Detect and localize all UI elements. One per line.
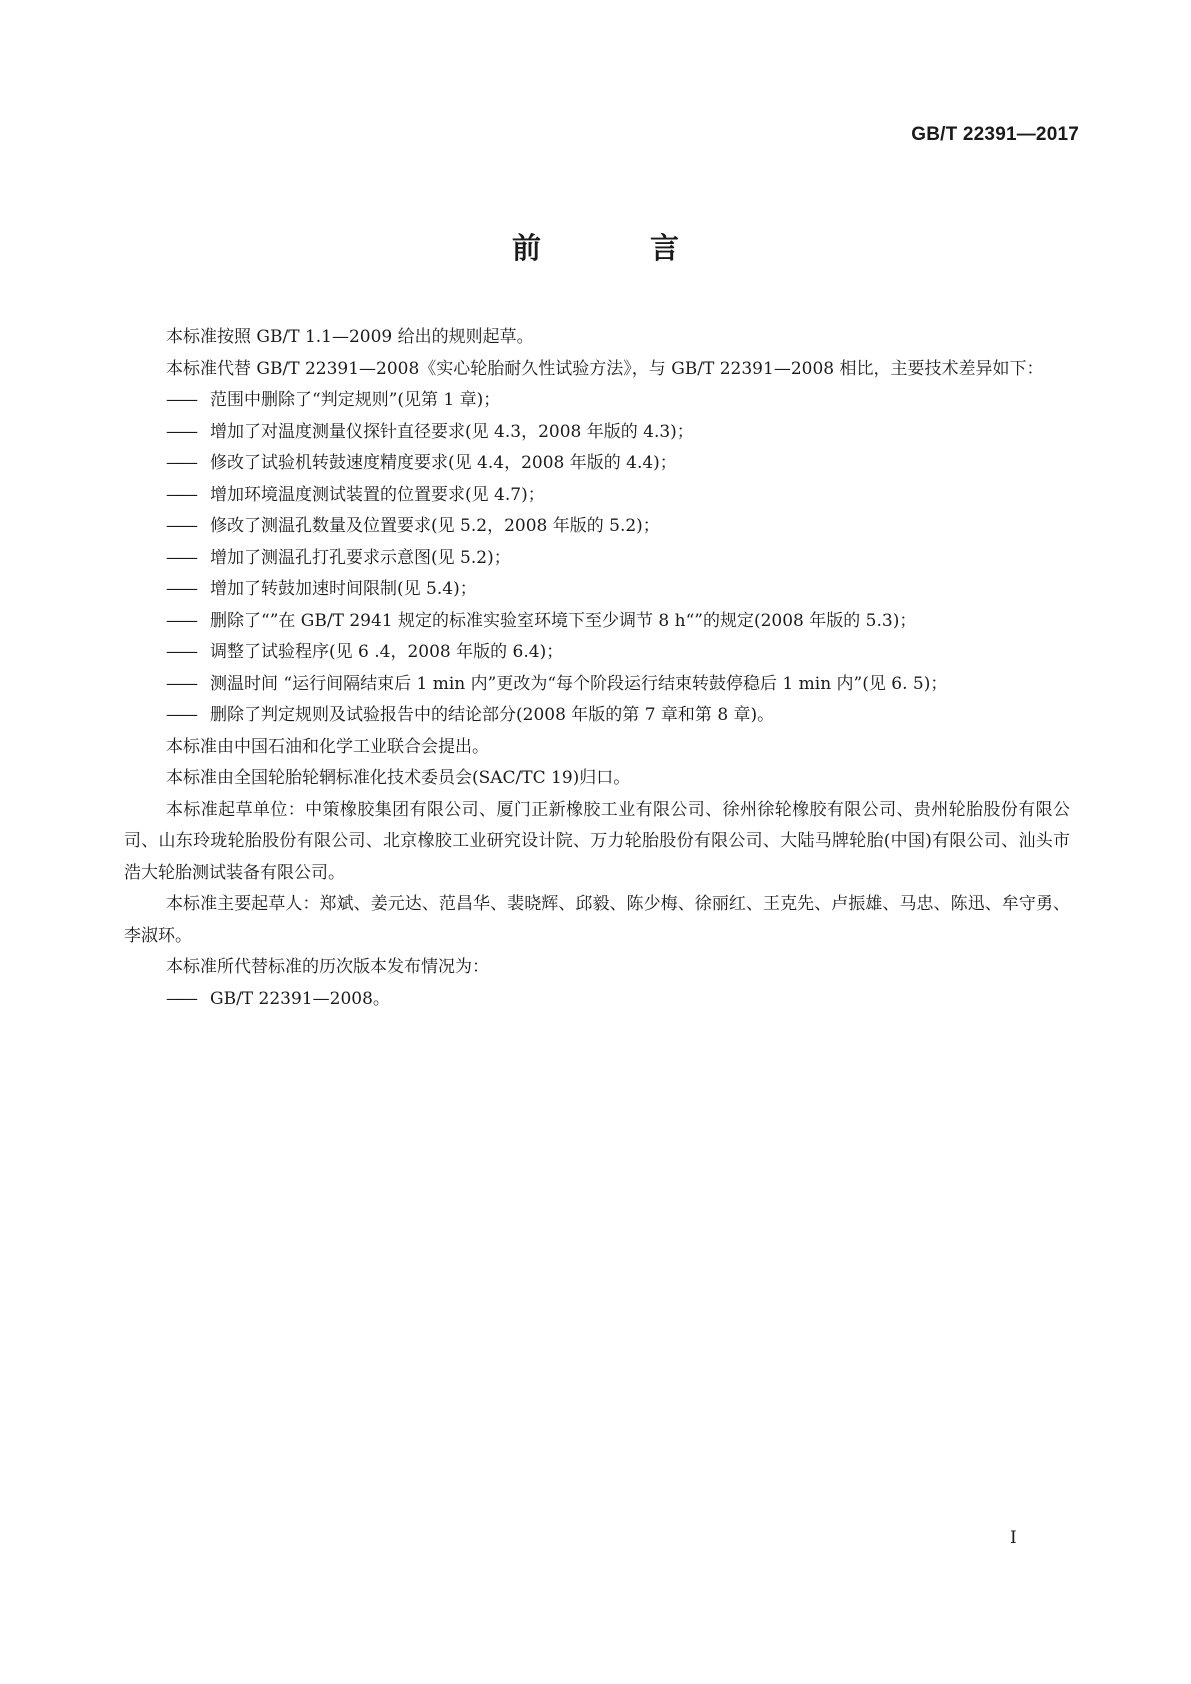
dash-marker: —— bbox=[166, 705, 196, 725]
foreword-body bbox=[124, 322, 1070, 1015]
list-item bbox=[124, 669, 1070, 701]
list-item bbox=[124, 385, 1070, 417]
list-item bbox=[124, 637, 1070, 669]
dash-marker: —— bbox=[166, 390, 196, 410]
paragraph-history-intro: 本标准所代替标准的历次版本发布情况为： bbox=[166, 957, 489, 977]
paragraph-proposer: 本标准由中国石油和化学工业联合会提出。 bbox=[166, 736, 489, 757]
dash-marker: —— bbox=[166, 516, 196, 536]
dash-marker: —— bbox=[166, 988, 196, 1009]
dash-marker: —— bbox=[166, 484, 196, 505]
dash-marker: —— bbox=[166, 610, 196, 631]
dash-marker: —— bbox=[166, 642, 196, 662]
list-item bbox=[124, 480, 1070, 512]
paragraph-committee: 本标准由全国轮胎轮辋标准化技术委员会(SAC/TC 19)归口。 bbox=[166, 768, 631, 788]
list-item-text: GB/T 22391—2008。 bbox=[210, 988, 390, 1009]
dash-marker: —— bbox=[166, 547, 196, 568]
dash-marker: —— bbox=[166, 673, 196, 694]
dash-marker: —— bbox=[166, 579, 196, 599]
list-item-text: 增加了测温孔打孔要求示意图(见 5.2)； bbox=[210, 547, 511, 568]
list-item bbox=[124, 606, 1070, 638]
list-item-text: 删除了判定规则及试验报告中的结论部分(2008 年版的第 7 章和第 8 章)。 bbox=[210, 705, 775, 725]
paragraph-drafting-rules: 本标准按照 GB/T 1.1—2009 给出的规则起草。 bbox=[166, 327, 534, 347]
list-item-text: 删除了“”在 GB/T 2941 规定的标准实验室环境下至少调节 8 h“”的规定(2008 年版的 5.3)； bbox=[210, 610, 917, 631]
list-item bbox=[124, 574, 1070, 606]
paragraph-drafting-units: 本标准起草单位：中策橡胶集团有限公司、厦门正新橡胶工业有限公司、徐州徐轮橡胶有限公司、贵州轮胎股份有限公司、山东玲珑轮胎股份有限公司、北京橡胶工业研究设计院、万力轮胎股份有限公司、大陆马牌轮胎(中国)有限公司、汕头市浩大轮胎测试装备有限公司。 bbox=[124, 799, 1070, 883]
changes-list bbox=[124, 385, 1070, 732]
list-item bbox=[124, 417, 1070, 449]
list-item bbox=[124, 448, 1070, 480]
list-item-text: 增加了对温度测量仪探针直径要求(见 4.3，2008 年版的 4.3)； bbox=[210, 421, 694, 442]
page-title: 前 言 bbox=[511, 231, 719, 265]
list-item-text: 增加环境温度测试装置的位置要求(见 4.7)； bbox=[210, 484, 545, 505]
history-list bbox=[124, 984, 1070, 1016]
list-item bbox=[124, 543, 1070, 575]
list-item-text: 修改了试验机转鼓速度精度要求(见 4.4，2008 年版的 4.4)； bbox=[210, 453, 677, 473]
list-item-text: 增加了转鼓加速时间限制(见 5.4)； bbox=[210, 579, 477, 599]
dash-marker: —— bbox=[166, 421, 196, 442]
list-item bbox=[124, 511, 1070, 543]
list-item bbox=[124, 700, 1070, 732]
list-item-text: 测温时间 “运行间隔结束后 1 min 内”更改为“每个阶段运行结束转鼓停稳后 1 min 内”(见 6. 5)； bbox=[210, 673, 948, 694]
standard-code: GB/T 22391—2017 bbox=[911, 124, 1079, 145]
list-item-text: 范围中删除了“判定规则”(见第 1 章)； bbox=[210, 390, 501, 410]
list-item-text: 调整了试验程序(见 6 .4，2008 年版的 6.4)； bbox=[210, 642, 564, 662]
list-item bbox=[124, 984, 1070, 1016]
list-item-text: 修改了测温孔数量及位置要求(见 5.2，2008 年版的 5.2)； bbox=[210, 516, 660, 536]
dash-marker: —— bbox=[166, 453, 196, 473]
page-number: I bbox=[1010, 1528, 1017, 1548]
paragraph-drafters: 本标准主要起草人：郑斌、姜元达、范昌华、裴晓辉、邱毅、陈少梅、徐丽红、王克先、卢振雄、马忠、陈迅、牟守勇、李淑环。 bbox=[124, 894, 1070, 946]
paragraph-replacement: 本标准代替 GB/T 22391—2008《实心轮胎耐久性试验方法》，与 GB/T 22391—2008 相比，主要技术差异如下： bbox=[166, 358, 1044, 379]
